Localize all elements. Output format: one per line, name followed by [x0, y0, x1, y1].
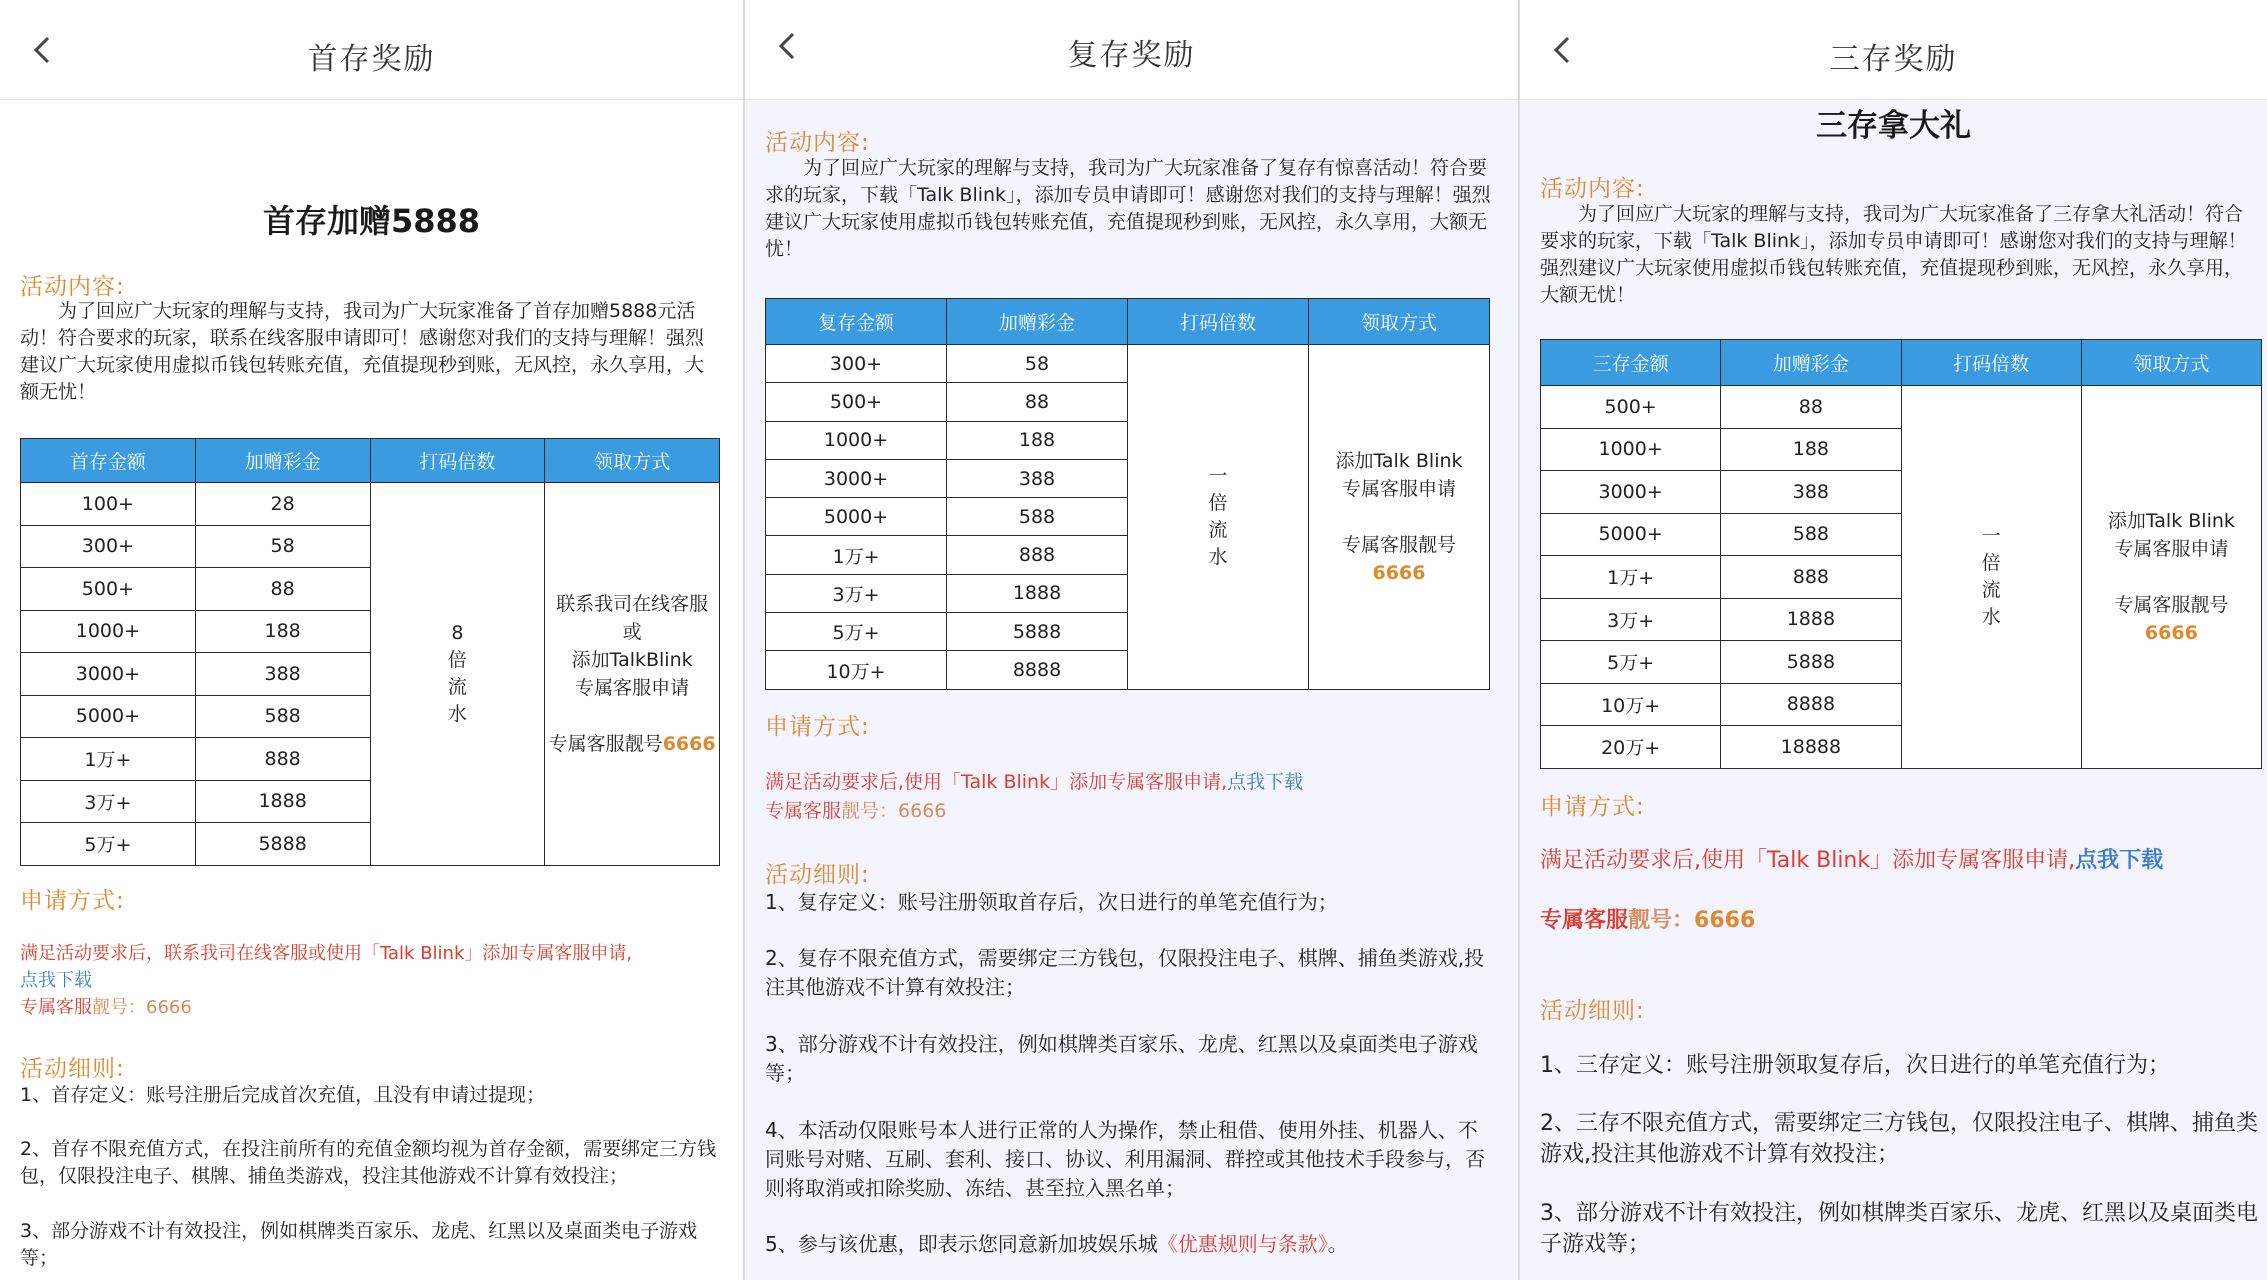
apply-text [20, 940, 720, 1021]
multiplier-cell [1128, 345, 1309, 690]
column-header: 打码倍数 [370, 439, 545, 483]
column-header: 复存金额 [766, 299, 947, 345]
panel-first-deposit [0, 0, 743, 1280]
table-row [766, 345, 1490, 383]
bonus-cell: 5888 [947, 613, 1128, 651]
multiplier-line: 水 [1208, 545, 1228, 568]
deposit-amount-cell: 3万+ [766, 574, 947, 612]
rule-3: 3、部分游戏不计有效投注，例如棋牌类百家乐、龙虎、红黑以及桌面类电子游戏等； [20, 1220, 698, 1269]
bonus-cell: 18888 [1721, 726, 1901, 769]
claim-method-cell [1309, 345, 1490, 690]
deposit-amount-cell: 1000+ [766, 421, 947, 459]
multiplier-line: 8 [451, 621, 464, 644]
deposit-amount-cell: 300+ [21, 525, 196, 568]
bonus-cell: 8888 [1721, 683, 1901, 726]
header-bar [1520, 0, 2267, 100]
deposit-amount-cell: 500+ [21, 568, 196, 611]
service-code: 6666 [1694, 908, 1756, 933]
rule-2: 2、首存不限充值方式，在投注前所有的充值金额均视为首存金额，需要绑定三方钱包，仅限投注电子、棋牌、捕鱼类游戏，投注其他游戏不计算有效投注； [20, 1138, 717, 1187]
deposit-amount-cell: 20万+ [1541, 726, 1721, 769]
bonus-cell: 1888 [947, 574, 1128, 612]
deposit-amount-cell: 5万+ [1541, 641, 1721, 684]
apply-instructions: 满足活动要求后，联系我司在线客服或使用「Talk Blink」添加专属客服申请, [20, 943, 633, 964]
bonus-cell: 188 [195, 610, 370, 653]
multiplier-cell [1901, 386, 2081, 769]
multiplier-line: 一 [1981, 524, 2001, 547]
column-header: 加赠彩金 [1721, 340, 1901, 386]
claim-method-line: 添加TalkBlink [571, 648, 693, 671]
rule-1: 1、三存定义：账号注册领取复存后，次日进行的单笔充值行为； [1540, 1053, 2170, 1078]
content-label: 活动内容: [1540, 176, 1645, 202]
rule-5-end: 。 [1327, 1232, 1348, 1256]
claim-method-line: 专属客服靓号 [1341, 533, 1456, 556]
rules-label: 活动细则: [20, 1056, 125, 1082]
download-link[interactable]: 点我下载 [2075, 848, 2164, 873]
service-code: 6666 [2144, 621, 2198, 644]
rule-2: 2、复存不限充值方式，需要绑定三方钱包，仅限投注电子、棋牌、捕鱼类游戏,投注其他游戏不计算有效投注； [765, 946, 1485, 999]
rule-3: 3、部分游戏不计有效投注，例如棋牌类百家乐、龙虎、红黑以及桌面类电子游戏等； [765, 1032, 1478, 1085]
column-header: 领取方式 [1309, 299, 1490, 345]
deposit-amount-cell: 3000+ [1541, 471, 1721, 514]
claim-method-line: 联系我司在线客服 [556, 592, 709, 615]
bonus-cell: 888 [195, 738, 370, 781]
multiplier-line: 倍 [1208, 491, 1228, 514]
column-header: 三存金额 [1541, 340, 1721, 386]
download-link[interactable]: 点我下载 [20, 970, 92, 991]
service-code: 6666 [662, 732, 716, 755]
bonus-cell: 1888 [195, 780, 370, 823]
bonus-cell: 88 [947, 383, 1128, 421]
deposit-amount-cell: 3000+ [21, 653, 196, 696]
apply-instructions: 满足活动要求后,使用「Talk Blink」添加专属客服申请, [1540, 848, 2076, 873]
service-code: 6666 [1372, 561, 1426, 584]
service-number: 靓号：6666 [92, 997, 192, 1018]
rules-label: 活动细则: [1540, 998, 1645, 1024]
multiplier-line: 一 [1208, 464, 1228, 487]
multiplier-line: 水 [1981, 605, 2001, 628]
promo-heading: 首存加赠5888 [262, 202, 481, 240]
bonus-cell: 5888 [1721, 641, 1901, 684]
claim-method-line: 专属客服申请 [575, 676, 690, 699]
service-prefix: 专属客服 [765, 800, 842, 822]
service-line [1540, 906, 2262, 936]
service-number-label: 靓号： [1628, 908, 1695, 933]
apply-instructions: 满足活动要求后,使用「Talk Blink」添加专属客服申请, [765, 771, 1228, 793]
bonus-cell: 5888 [195, 823, 370, 866]
deposit-amount-cell: 5万+ [766, 613, 947, 651]
claim-method-line: 专属客服申请 [2114, 537, 2229, 560]
bonus-cell: 8888 [947, 651, 1128, 689]
bonus-cell: 588 [195, 695, 370, 738]
deposit-amount-cell: 3万+ [21, 780, 196, 823]
column-header: 加赠彩金 [195, 439, 370, 483]
deposit-amount-cell: 500+ [1541, 386, 1721, 429]
bonus-cell: 588 [947, 498, 1128, 536]
table-row [21, 483, 720, 526]
deposit-amount-cell: 3万+ [1541, 598, 1721, 641]
deposit-amount-cell: 5000+ [766, 498, 947, 536]
rules-label: 活动细则: [765, 862, 870, 888]
deposit-amount-cell: 500+ [766, 383, 947, 421]
column-header: 加赠彩金 [947, 299, 1128, 345]
column-header: 领取方式 [545, 439, 720, 483]
claim-method-cell [545, 483, 720, 866]
bonus-cell: 588 [1721, 513, 1901, 556]
bonus-cell: 188 [1721, 428, 1901, 471]
rule-3: 3、部分游戏不计有效投注，例如棋牌类百家乐、龙虎、红黑以及桌面类电子游戏等； [1540, 1201, 2258, 1257]
rule-1: 1、首存定义：账号注册后完成首次充值，且没有申请过提现； [20, 1084, 546, 1106]
apply-text [1540, 846, 2262, 876]
rule-2: 2、三存不限充值方式，需要绑定三方钱包，仅限投注电子、棋牌、捕鱼类游戏,投注其他游戏不计算有效投注； [1540, 1111, 2258, 1167]
deposit-amount-cell: 1万+ [21, 738, 196, 781]
deposit-amount-cell: 5000+ [1541, 513, 1721, 556]
multiplier-line: 流 [1981, 578, 2001, 601]
apply-label: 申请方式: [20, 888, 125, 914]
bonus-cell: 58 [195, 525, 370, 568]
panel-repeat-deposit [745, 0, 1518, 1280]
deposit-amount-cell: 1000+ [21, 610, 196, 653]
claim-method-line: 添加Talk Blink [1335, 449, 1463, 472]
apply-label: 申请方式: [1540, 794, 1645, 820]
deposit-amount-cell: 10万+ [766, 651, 947, 689]
column-header: 领取方式 [2081, 340, 2261, 386]
deposit-amount-cell: 1000+ [1541, 428, 1721, 471]
bonus-cell: 188 [947, 421, 1128, 459]
intro-text: 为了回应广大玩家的理解与支持，我司为广大玩家准备了首存加赠5888元活动！符合要求的玩家，联系在线客服申请即可！感谢您对我们的支持与理解！强烈建议广大玩家使用虚拟币钱包转账充值，充值提现秒到账，无风控，永久享用，大额无忧！ [20, 300, 705, 403]
header-bar [745, 0, 1518, 100]
column-header: 打码倍数 [1901, 340, 2081, 386]
page-title: 复存奖励 [1067, 38, 1196, 73]
intro-text: 为了回应广大玩家的理解与支持，我司为广大玩家准备了复存有惊喜活动！符合要求的玩家，下载「Talk Blink」，添加专员申请即可！感谢您对我们的支持与理解！强烈建议广大玩家使用虚拟币钱包转账充值，充值提现秒到账，无风控，永久享用，大额无忧！ [765, 157, 1491, 260]
rule-5 [765, 1230, 1495, 1259]
deposit-amount-cell: 1万+ [766, 536, 947, 574]
deposit-amount-cell: 100+ [21, 483, 196, 526]
bonus-cell: 388 [195, 653, 370, 696]
service-number: 靓号：6666 [841, 800, 947, 822]
bonus-cell: 388 [947, 459, 1128, 497]
page-title: 首存奖励 [307, 42, 436, 77]
multiplier-cell [370, 483, 545, 866]
deposit-amount-cell: 3000+ [766, 459, 947, 497]
multiplier-line: 倍 [1981, 551, 2001, 574]
apply-label: 申请方式: [765, 714, 870, 740]
bonus-cell: 888 [1721, 556, 1901, 599]
column-header: 打码倍数 [1128, 299, 1309, 345]
bonus-cell: 1888 [1721, 598, 1901, 641]
panel-third-deposit [1520, 0, 2267, 1280]
service-prefix: 专属客服 [1540, 908, 1629, 933]
claim-method-cell [2081, 386, 2261, 769]
claim-method-line: 专属客服靓号 [2114, 593, 2229, 616]
multiplier-line: 流 [447, 675, 467, 698]
multiplier-line: 倍 [447, 648, 467, 671]
claim-method-line [2082, 563, 2261, 591]
deposit-amount-cell: 5000+ [21, 695, 196, 738]
table-row [1541, 386, 2262, 429]
claim-method-line [545, 702, 719, 730]
bonus-cell: 88 [195, 568, 370, 611]
multiplier-line: 水 [447, 702, 467, 725]
multiplier-line: 流 [1208, 518, 1228, 541]
apply-text [765, 768, 1495, 826]
claim-method-line: 添加Talk Blink [2107, 509, 2235, 532]
claim-method-line: 专属客服申请 [1341, 477, 1456, 500]
deposit-amount-cell: 1万+ [1541, 556, 1721, 599]
rule-5-text: 5、参与该优惠，即表示您同意新加坡娱乐城 [765, 1232, 1158, 1256]
download-link[interactable]: 点我下载 [1227, 771, 1304, 793]
column-header: 首存金额 [21, 439, 196, 483]
deposit-amount-cell: 5万+ [21, 823, 196, 866]
service-prefix: 专属客服 [20, 997, 92, 1018]
bonus-cell: 58 [947, 345, 1128, 383]
rule-1: 1、复存定义：账号注册领取首存后，次日进行的单笔充值行为； [765, 890, 1338, 914]
promo-heading: 三存拿大礼 [1816, 108, 1971, 144]
claim-method-line: 或 [622, 620, 642, 643]
rule-4: 4、本活动仅限账号本人进行正常的人为操作，禁止租借、使用外挂、机器人、不同账号对赌、互刷、套利、接口、协议、利用漏洞、群控或其他技术手段参与，否则将取消或扣除奖励、冻结、甚至拉入黑名单； [765, 1118, 1485, 1200]
content-label: 活动内容: [20, 274, 125, 300]
claim-method-line: 专属客服靓号6666 [548, 732, 716, 755]
deposit-amount-cell: 10万+ [1541, 683, 1721, 726]
promo-table [1540, 339, 2262, 769]
content-label: 活动内容: [765, 130, 870, 156]
promo-table [20, 438, 720, 866]
intro-text: 为了回应广大玩家的理解与支持，我司为广大玩家准备了三存拿大礼活动！符合要求的玩家，下载「Talk Blink」，添加专员申请即可！感谢您对我们的支持与理解！强烈建议广大玩家使用虚拟币钱包转账充值，充值提现秒到账，无风控，永久享用，大额无忧！ [1540, 203, 2247, 306]
terms-link[interactable]: 《优惠规则与条款》 [1157, 1232, 1328, 1256]
promo-table [765, 298, 1490, 690]
page-title: 三存奖励 [1829, 42, 1958, 77]
bonus-cell: 28 [195, 483, 370, 526]
deposit-amount-cell: 300+ [766, 345, 947, 383]
bonus-cell: 88 [1721, 386, 1901, 429]
bonus-cell: 888 [947, 536, 1128, 574]
claim-method-line [1309, 503, 1489, 531]
bonus-cell: 388 [1721, 471, 1901, 514]
header-bar [0, 0, 743, 100]
